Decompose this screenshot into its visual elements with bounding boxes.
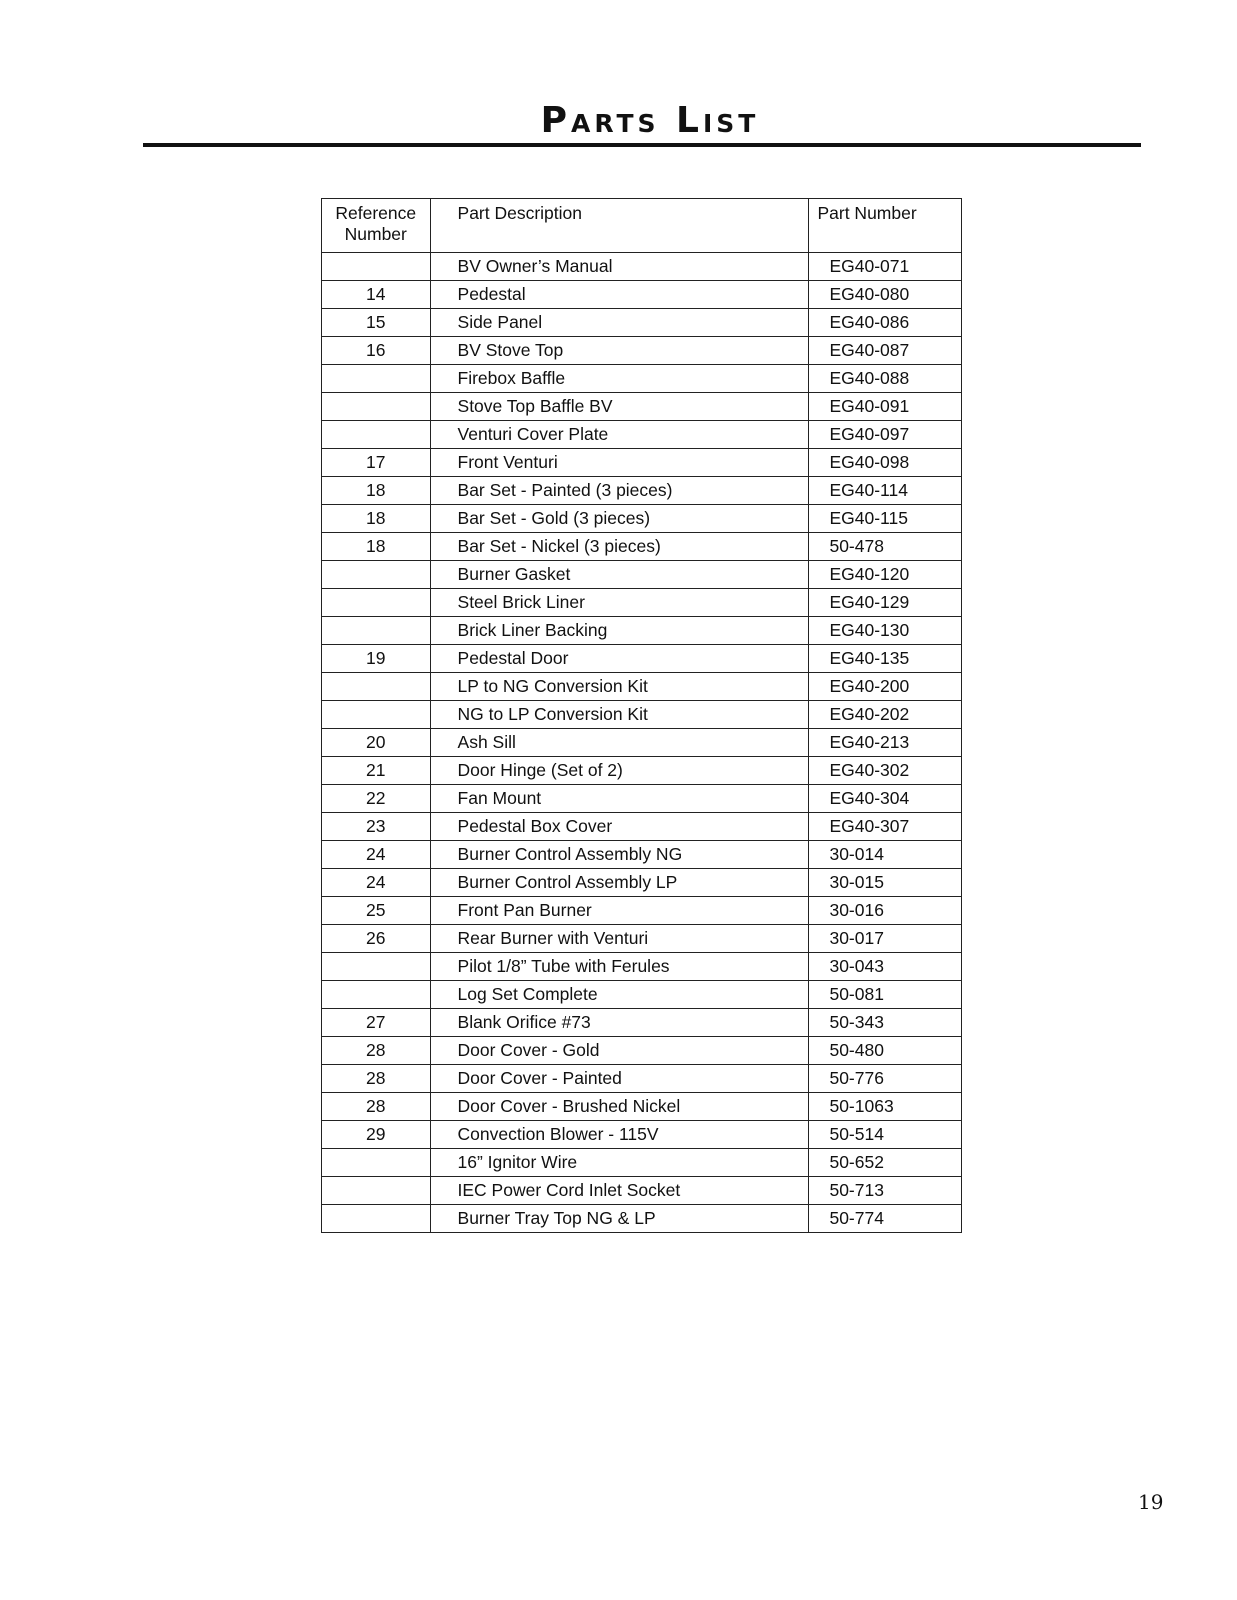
part-number-cell: 30-017: [809, 925, 962, 953]
part-description-cell: Door Hinge (Set of 2): [430, 757, 809, 785]
table-row: [322, 505, 962, 533]
table-row: [322, 869, 962, 897]
reference-number-cell: 23: [322, 813, 431, 841]
part-number-cell: EG40-202: [809, 701, 962, 729]
table-row: [322, 421, 962, 449]
part-number-cell: 50-514: [809, 1121, 962, 1149]
table-row: [322, 449, 962, 477]
table-row: [322, 701, 962, 729]
header-ref-line2: Number: [344, 224, 407, 244]
table-row: [322, 841, 962, 869]
reference-number-cell: [322, 421, 431, 449]
part-number-cell: EG40-135: [809, 645, 962, 673]
reference-number-cell: 26: [322, 925, 431, 953]
part-number-cell: 30-014: [809, 841, 962, 869]
reference-number-cell: 27: [322, 1009, 431, 1037]
header-reference-number: [322, 199, 431, 253]
reference-number-cell: 24: [322, 841, 431, 869]
part-number-cell: 30-015: [809, 869, 962, 897]
part-number-cell: 50-478: [809, 533, 962, 561]
part-description-cell: Burner Tray Top NG & LP: [430, 1205, 809, 1233]
part-description-cell: Side Panel: [430, 309, 809, 337]
reference-number-cell: 18: [322, 505, 431, 533]
table-row: [322, 1177, 962, 1205]
part-number-cell: EG40-088: [809, 365, 962, 393]
part-description-cell: Rear Burner with Venturi: [430, 925, 809, 953]
part-number-cell: EG40-115: [809, 505, 962, 533]
part-description-cell: Blank Orifice #73: [430, 1009, 809, 1037]
reference-number-cell: [322, 981, 431, 1009]
part-description-cell: Ash Sill: [430, 729, 809, 757]
reference-number-cell: [322, 589, 431, 617]
part-number-cell: EG40-302: [809, 757, 962, 785]
reference-number-cell: 16: [322, 337, 431, 365]
reference-number-cell: [322, 673, 431, 701]
part-description-cell: Venturi Cover Plate: [430, 421, 809, 449]
table-row: [322, 477, 962, 505]
part-number-cell: 30-016: [809, 897, 962, 925]
part-description-cell: Pedestal: [430, 281, 809, 309]
part-description-cell: Bar Set - Gold (3 pieces): [430, 505, 809, 533]
part-description-cell: LP to NG Conversion Kit: [430, 673, 809, 701]
part-description-cell: Burner Control Assembly NG: [430, 841, 809, 869]
table-row: [322, 589, 962, 617]
part-description-cell: Bar Set - Painted (3 pieces): [430, 477, 809, 505]
reference-number-cell: 28: [322, 1037, 431, 1065]
reference-number-cell: 24: [322, 869, 431, 897]
part-description-cell: Fan Mount: [430, 785, 809, 813]
reference-number-cell: [322, 393, 431, 421]
table-row: [322, 337, 962, 365]
table-row: [322, 533, 962, 561]
part-description-cell: IEC Power Cord Inlet Socket: [430, 1177, 809, 1205]
reference-number-cell: 20: [322, 729, 431, 757]
table-row: [322, 1205, 962, 1233]
part-number-cell: EG40-080: [809, 281, 962, 309]
part-number-cell: EG40-307: [809, 813, 962, 841]
reference-number-cell: 21: [322, 757, 431, 785]
reference-number-cell: [322, 617, 431, 645]
part-number-cell: EG40-130: [809, 617, 962, 645]
part-description-cell: Bar Set - Nickel (3 pieces): [430, 533, 809, 561]
table-row: [322, 785, 962, 813]
part-description-cell: Door Cover - Painted: [430, 1065, 809, 1093]
table-row: [322, 925, 962, 953]
part-number-cell: EG40-114: [809, 477, 962, 505]
table-row: [322, 1121, 962, 1149]
reference-number-cell: [322, 701, 431, 729]
reference-number-cell: 22: [322, 785, 431, 813]
part-number-cell: EG40-087: [809, 337, 962, 365]
part-description-cell: BV Stove Top: [430, 337, 809, 365]
part-number-cell: 50-343: [809, 1009, 962, 1037]
reference-number-cell: 15: [322, 309, 431, 337]
table-row: [322, 281, 962, 309]
reference-number-cell: 17: [322, 449, 431, 477]
parts-table-body: [322, 253, 962, 1233]
reference-number-cell: 25: [322, 897, 431, 925]
table-row: [322, 673, 962, 701]
reference-number-cell: 18: [322, 477, 431, 505]
table-row: [322, 729, 962, 757]
part-number-cell: 50-480: [809, 1037, 962, 1065]
header-part-description: Part Description: [430, 199, 809, 253]
table-row: [322, 897, 962, 925]
part-description-cell: Front Pan Burner: [430, 897, 809, 925]
part-description-cell: Log Set Complete: [430, 981, 809, 1009]
reference-number-cell: [322, 1205, 431, 1233]
reference-number-cell: [322, 953, 431, 981]
part-description-cell: Brick Liner Backing: [430, 617, 809, 645]
reference-number-cell: 14: [322, 281, 431, 309]
reference-number-cell: 19: [322, 645, 431, 673]
part-description-cell: Burner Gasket: [430, 561, 809, 589]
part-number-cell: 50-652: [809, 1149, 962, 1177]
reference-number-cell: [322, 365, 431, 393]
table-row: [322, 561, 962, 589]
reference-number-cell: [322, 253, 431, 281]
table-header-row: [322, 199, 962, 253]
part-description-cell: Burner Control Assembly LP: [430, 869, 809, 897]
part-description-cell: Convection Blower - 115V: [430, 1121, 809, 1149]
table-row: [322, 953, 962, 981]
page-title: Parts List: [540, 100, 760, 141]
table-row: [322, 365, 962, 393]
part-description-cell: Front Venturi: [430, 449, 809, 477]
part-description-cell: Pedestal Door: [430, 645, 809, 673]
part-number-cell: EG40-304: [809, 785, 962, 813]
reference-number-cell: 28: [322, 1065, 431, 1093]
part-number-cell: 50-081: [809, 981, 962, 1009]
title-underline: [143, 143, 1141, 147]
table-row: [322, 393, 962, 421]
part-description-cell: Steel Brick Liner: [430, 589, 809, 617]
part-description-cell: Pedestal Box Cover: [430, 813, 809, 841]
part-number-cell: 50-774: [809, 1205, 962, 1233]
part-description-cell: 16” Ignitor Wire: [430, 1149, 809, 1177]
table-row: [322, 309, 962, 337]
part-number-cell: EG40-071: [809, 253, 962, 281]
part-number-cell: EG40-098: [809, 449, 962, 477]
table-row: [322, 1065, 962, 1093]
table-row: [322, 253, 962, 281]
table-row: [322, 813, 962, 841]
part-description-cell: BV Owner’s Manual: [430, 253, 809, 281]
reference-number-cell: 18: [322, 533, 431, 561]
header-ref-line1: Reference: [335, 203, 417, 223]
part-description-cell: Door Cover - Gold: [430, 1037, 809, 1065]
part-number-cell: 50-776: [809, 1065, 962, 1093]
reference-number-cell: [322, 1149, 431, 1177]
table-row: [322, 617, 962, 645]
part-number-cell: EG40-091: [809, 393, 962, 421]
table-row: [322, 1149, 962, 1177]
parts-table: [321, 198, 962, 1233]
reference-number-cell: 28: [322, 1093, 431, 1121]
table-row: [322, 1037, 962, 1065]
part-number-cell: EG40-129: [809, 589, 962, 617]
part-description-cell: Door Cover - Brushed Nickel: [430, 1093, 809, 1121]
table-row: [322, 1093, 962, 1121]
header-part-number: Part Number: [809, 199, 962, 253]
part-number-cell: 50-1063: [809, 1093, 962, 1121]
part-number-cell: EG40-120: [809, 561, 962, 589]
part-description-cell: Pilot 1/8” Tube with Ferules: [430, 953, 809, 981]
part-number-cell: EG40-213: [809, 729, 962, 757]
part-description-cell: NG to LP Conversion Kit: [430, 701, 809, 729]
reference-number-cell: [322, 561, 431, 589]
part-number-cell: EG40-200: [809, 673, 962, 701]
table-row: [322, 757, 962, 785]
reference-number-cell: [322, 1177, 431, 1205]
reference-number-cell: 29: [322, 1121, 431, 1149]
table-row: [322, 981, 962, 1009]
part-description-cell: Stove Top Baffle BV: [430, 393, 809, 421]
part-number-cell: 30-043: [809, 953, 962, 981]
part-description-cell: Firebox Baffle: [430, 365, 809, 393]
page-number: 19: [1138, 1490, 1164, 1514]
part-number-cell: 50-713: [809, 1177, 962, 1205]
part-number-cell: EG40-097: [809, 421, 962, 449]
part-number-cell: EG40-086: [809, 309, 962, 337]
table-row: [322, 1009, 962, 1037]
table-row: [322, 645, 962, 673]
